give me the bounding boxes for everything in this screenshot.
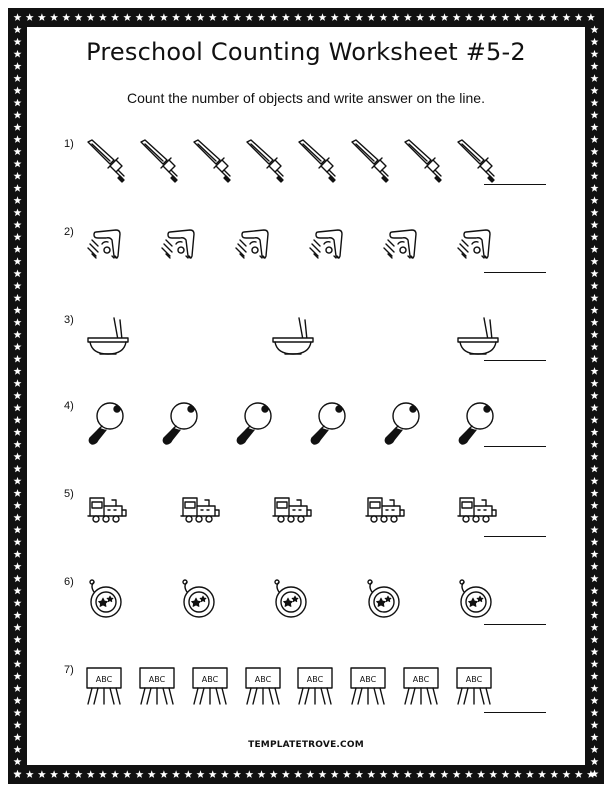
question-number: 6) (64, 576, 74, 588)
svg-text:ABC: ABC (201, 675, 218, 684)
yoyo-icon (84, 576, 128, 628)
question-row (0, 576, 612, 656)
question-row (0, 226, 612, 306)
question-number: 4) (64, 400, 74, 412)
sword-icon (243, 138, 287, 190)
object-group (80, 488, 480, 548)
sword-icon (137, 138, 181, 190)
worksheet-instructions: Count the number of objects and write answer on the line. (127, 90, 485, 106)
abc-easel-icon (137, 664, 177, 712)
boomerang-icon (84, 226, 128, 278)
footer-site-name: TEMPLATETROVE.COM (248, 740, 364, 750)
ping-pong-paddle-icon (380, 400, 424, 454)
boomerang-icon (454, 226, 498, 278)
object-group (80, 138, 480, 198)
ping-pong-paddle-icon (158, 400, 202, 454)
question-row (0, 664, 612, 744)
answer-line[interactable] (484, 184, 546, 185)
ping-pong-paddle-icon (232, 400, 276, 454)
answer-line[interactable] (484, 712, 546, 713)
toy-train-icon (362, 488, 410, 532)
svg-text:ABC: ABC (360, 675, 377, 684)
abc-easel-icon (348, 664, 388, 712)
svg-text:ABC: ABC (148, 675, 166, 684)
toy-train-icon (454, 488, 502, 532)
boomerang-icon (232, 226, 276, 278)
sword-icon (295, 138, 339, 190)
question-number: 7) (64, 664, 74, 676)
answer-line[interactable] (484, 536, 546, 537)
toy-train-icon (269, 488, 317, 532)
answer-line[interactable] (484, 272, 546, 273)
yoyo-icon (454, 576, 498, 628)
svg-text:ABC: ABC (307, 675, 324, 684)
object-group (80, 400, 480, 460)
sword-icon (401, 138, 445, 190)
abc-easel-icon (243, 664, 283, 712)
boomerang-icon (158, 226, 202, 278)
question-row (0, 400, 612, 480)
toy-train-icon (84, 488, 132, 532)
object-group (80, 314, 480, 374)
svg-text:ABC: ABC (254, 675, 271, 684)
boomerang-icon (306, 226, 350, 278)
question-row (0, 314, 612, 394)
sword-icon (84, 138, 128, 190)
worksheet-title: Preschool Counting Worksheet #5-2 (86, 38, 526, 66)
question-number: 3) (64, 314, 74, 326)
question-number: 5) (64, 488, 74, 500)
answer-line[interactable] (484, 446, 546, 447)
abc-easel-icon (84, 664, 124, 712)
object-group (80, 576, 480, 636)
noodle-bowl-icon (84, 314, 132, 366)
sword-icon (348, 138, 392, 190)
answer-line[interactable] (484, 624, 546, 625)
yoyo-icon (362, 576, 406, 628)
ping-pong-paddle-icon (84, 400, 128, 454)
question-row (0, 488, 612, 568)
abc-easel-icon (190, 664, 230, 712)
ping-pong-paddle-icon (306, 400, 350, 454)
svg-text:ABC: ABC (95, 675, 113, 684)
svg-text:ABC: ABC (465, 675, 483, 684)
abc-easel-icon (295, 664, 335, 712)
answer-line[interactable] (484, 360, 546, 361)
noodle-bowl-icon (269, 314, 317, 366)
yoyo-icon (177, 576, 221, 628)
sword-icon (454, 138, 498, 190)
sword-icon (190, 138, 234, 190)
question-row (0, 138, 612, 218)
question-number: 2) (64, 226, 74, 238)
toy-train-icon (177, 488, 225, 532)
abc-easel-icon (401, 664, 441, 712)
svg-text:ABC: ABC (412, 675, 430, 684)
question-number: 1) (64, 138, 74, 150)
boomerang-icon (380, 226, 424, 278)
object-group (80, 226, 480, 286)
object-group (80, 664, 483, 724)
abc-easel-icon (454, 664, 494, 712)
yoyo-icon (269, 576, 313, 628)
noodle-bowl-icon (454, 314, 502, 366)
